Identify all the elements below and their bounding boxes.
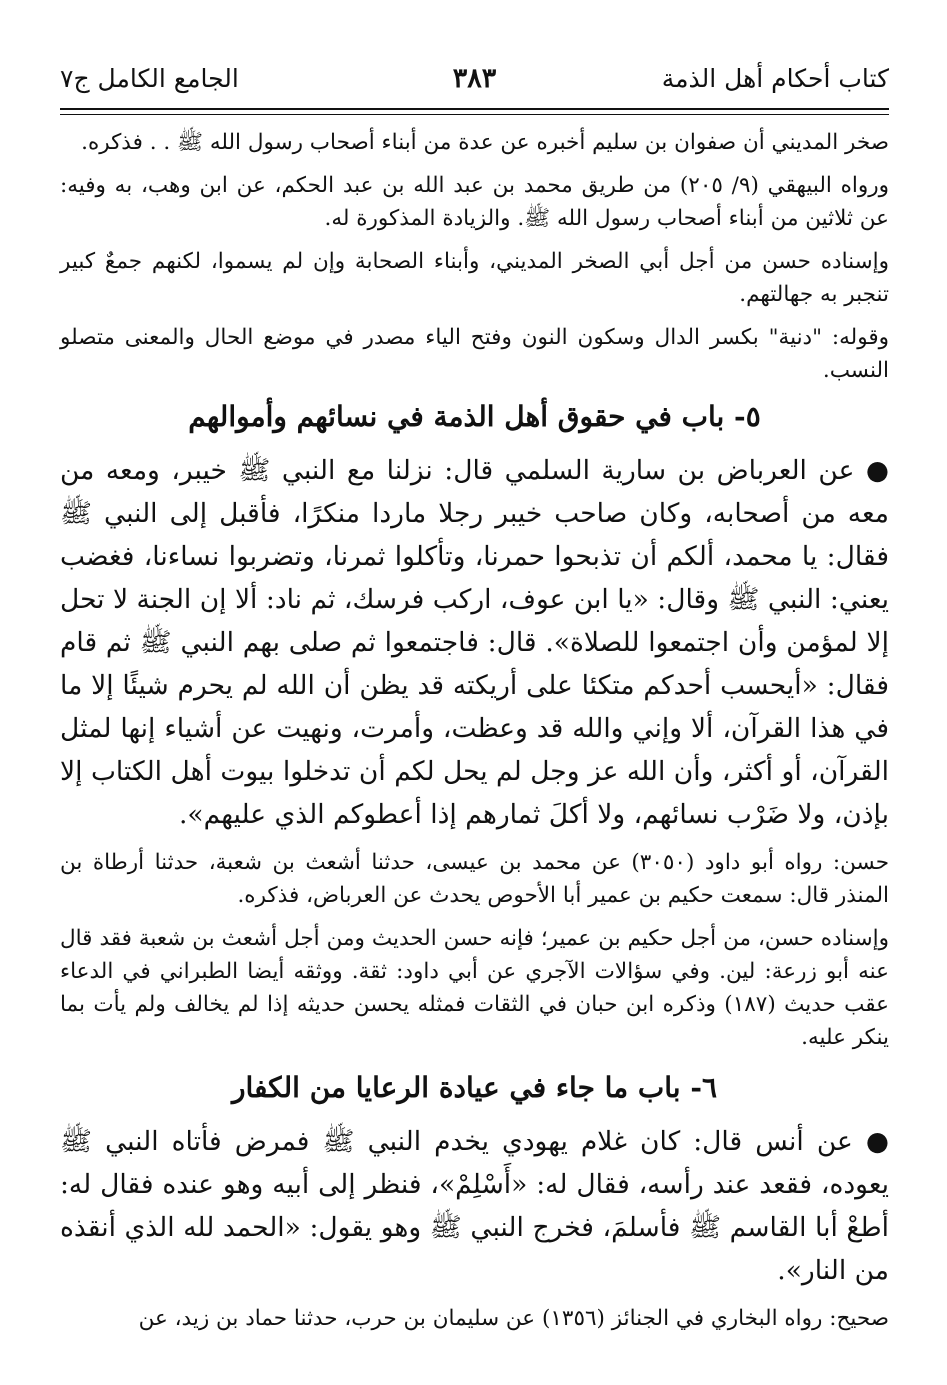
footnote-paragraph: وقوله: "دنية" بكسر الدال وسكون النون وفتح الياء مصدر في موضع الحال والمعنى متصلو النسب. xyxy=(60,325,889,383)
footnote-paragraph: صحيح: رواه البخاري في الجنائز (١٣٥٦) عن سليمان بن حرب، حدثنا حماد بن زيد، عن xyxy=(138,1306,889,1331)
header-rule-thin xyxy=(60,114,889,115)
footnote-paragraph: حسن: رواه أبو داود (٣٠٥٠) عن محمد بن عيسى، حدثنا أشعث بن شعبة، حدثنا أرطاة بن المنذر قال: سمعت حكيم بن عمير أبا الأحوص يحدث عن العرباض، فذكره. xyxy=(60,850,889,908)
header-rule-thick xyxy=(60,108,889,110)
running-header xyxy=(60,58,889,102)
footnote-paragraph: ورواه البيهقي (٩/ ٢٠٥) من طريق محمد بن عبد الله بن عبد الحكم، عن ابن وهب، به وفيه: عن ثلاثين من أبناء أصحاب رسول الله ﷺ. والزيادة المذكورة له. xyxy=(60,173,890,231)
volume-title: الجامع الكامل ج٧ xyxy=(60,64,239,93)
footnote-paragraph: وإسناده حسن، من أجل حكيم بن عمير؛ فإنه حسن الحديث ومن أجل أشعث بن شعبة فقد قال عنه أبو زرعة: لين. وفي سؤالات الآجري عن أبي داود: ثقة. ووثقه أيضا الطبراني في الدعاء عقب حديث (١٨٧) وذكره ابن حبان في الثقات فمثله يحسن حديثه إذا لم يخالف ولم يأت بما ينكر عليه. xyxy=(60,926,889,1050)
hadith-text: ● عن العرباض بن سارية السلمي قال: نزلنا مع النبي ﷺ خيبر، ومعه من معه من أصحابه، وكان صاحب خيبر رجلا ماردا منكرًا، فأقبل إلى النبي ﷺ فقال: يا محمد، ألكم أن تذبحوا حمرنا، وتأكلوا ثمرنا، وتضربوا نساءنا، فغضب يعني: النبي ﷺ وقال: «يا ابن عوف، اركب فرسك، ثم ناد: ألا إن الجنة لا تحل إلا لمؤمن وأن اجتمعوا للصلاة». قال: فاجتمعوا ثم صلى بهم النبي ﷺ ثم قام فقال: «أيحسب أحدكم متكئا على أريكته قد يظن أن الله لم يحرم شيئًا إلا ما في هذا القرآن، ألا وإني والله قد وعظت، وأمرت، ونهيت عن أشياء إنها لمثل القرآن، أو أكثر، وأن الله عز وجل لم يحل لكم أن تدخلوا بيوت أهل الكتاب إلا بإذن، ولا ضَرْب نسائهم، ولا أكلَ ثمارهم إذا أعطوكم الذي عليهم». xyxy=(60,455,890,830)
page-number: ٣٨٣ xyxy=(452,63,497,94)
footnote-paragraph: صخر المديني أن صفوان بن سليم أخبره عن عدة من أبناء أصحاب رسول الله ﷺ . . فذكره. xyxy=(81,130,889,155)
page-body xyxy=(60,126,889,1345)
book-title: كتاب أحكام أهل الذمة xyxy=(661,64,889,93)
chapter-heading: ٥- باب في حقوق أهل الذمة في نسائهم وأموالهم xyxy=(188,400,761,433)
chapter-heading: ٦- باب ما جاء في عيادة الرعايا من الكفار xyxy=(231,1071,718,1104)
hadith-text: ● عن أنس قال: كان غلام يهودي يخدم النبي ﷺ فمرض فأتاه النبي ﷺ يعوده، فقعد عند رأسه، فقال له: «أَسْلِمْ»، فنظر إلى أبيه وهو عنده فقال له: أطعْ أبا القاسم ﷺ فأسلمَ، فخرج النبي ﷺ وهو يقول: «الحمد لله الذي أنقذه من النار». xyxy=(60,1126,889,1286)
footnote-paragraph: وإسناده حسن من أجل أبي الصخر المديني، وأبناء الصحابة وإن لم يسموا، لكنهم جمعٌ كبير تنجبر به جهالتهم. xyxy=(60,249,889,307)
